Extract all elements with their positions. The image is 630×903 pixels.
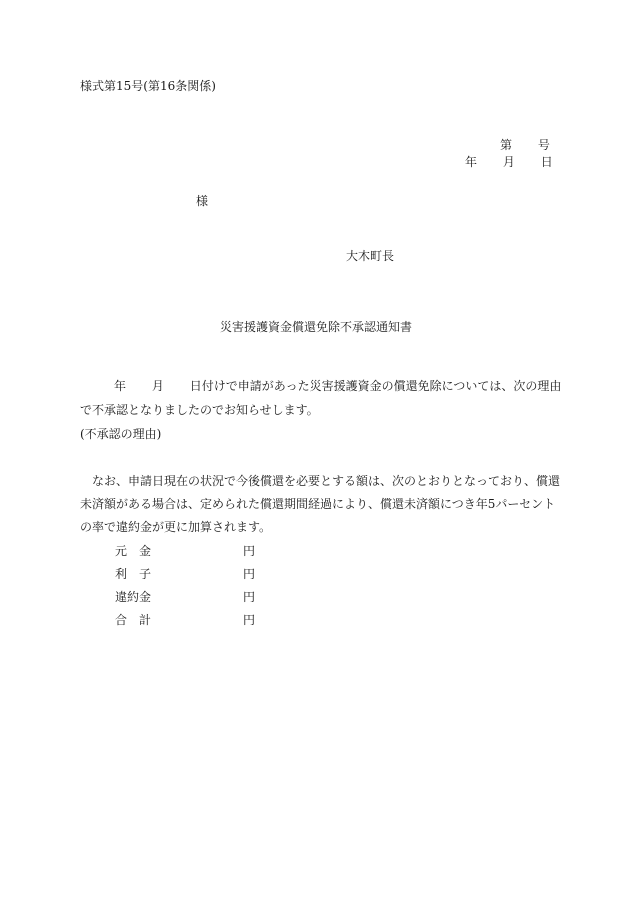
amount-row-penalty bbox=[80, 591, 550, 607]
form-number: 様式第15号(第16条関係) bbox=[80, 79, 216, 93]
issue-date-year: 年 bbox=[465, 155, 478, 169]
issue-date-month: 月 bbox=[502, 155, 515, 169]
amount-row-total bbox=[80, 614, 550, 630]
issue-date-day: 日 bbox=[540, 155, 553, 169]
amount-label: 合 計 bbox=[115, 613, 152, 627]
amount-unit: 円 bbox=[243, 590, 256, 604]
notice-line-1: なお、申請日現在の状況で今後償還を必要とする額は、次のとおりとなっており、償還 bbox=[92, 474, 561, 488]
reason-heading: (不承認の理由) bbox=[80, 427, 162, 441]
amount-unit: 円 bbox=[243, 544, 256, 558]
body-line-1 bbox=[80, 380, 561, 392]
amount-row-interest bbox=[80, 568, 550, 584]
amount-unit: 円 bbox=[243, 613, 256, 627]
document-title: 災害援護資金償還免除不承認通知書 bbox=[220, 320, 413, 334]
issuer: 大木町長 bbox=[346, 249, 395, 263]
amount-label: 利 子 bbox=[115, 567, 152, 581]
body-line-1-rest: 日付けで申請があった災害援護資金の償還免除については、次の理由 bbox=[189, 379, 562, 393]
amount-row-principal bbox=[80, 545, 550, 561]
doc-number-prefix: 第 bbox=[500, 138, 513, 152]
body-line-2: で不承認となりましたのでお知らせします。 bbox=[80, 403, 319, 417]
notice-line-2: 未済額がある場合は、定められた償還期間経過により、償還未済額につき年5パーセント bbox=[80, 497, 556, 511]
amount-label: 違約金 bbox=[115, 590, 152, 604]
amount-label: 元 金 bbox=[115, 544, 152, 558]
addressee-suffix: 様 bbox=[196, 194, 209, 208]
doc-number-suffix: 号 bbox=[537, 138, 550, 152]
body-date-month: 月 bbox=[151, 379, 164, 393]
document-number bbox=[500, 139, 550, 151]
issue-date bbox=[465, 156, 553, 168]
body-date-year: 年 bbox=[114, 379, 127, 393]
notice-line-3: の率で違約金が更に加算されます。 bbox=[80, 520, 272, 534]
amount-unit: 円 bbox=[243, 567, 256, 581]
